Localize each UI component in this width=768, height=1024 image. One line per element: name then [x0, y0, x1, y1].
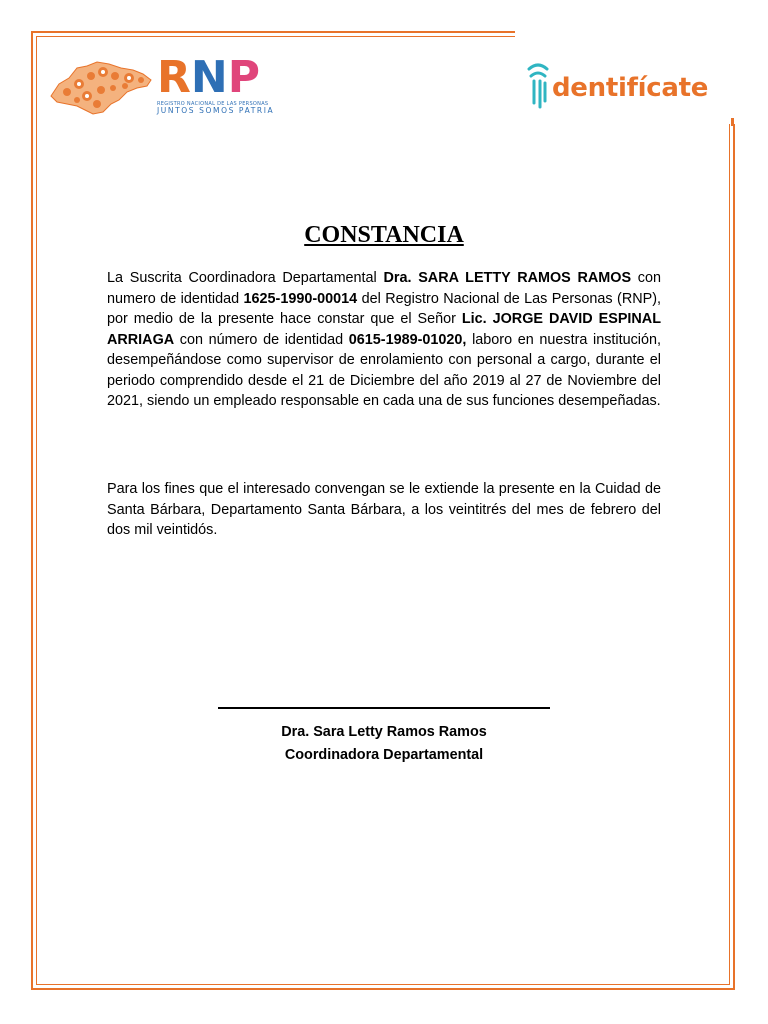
- rnp-letter-p: P: [227, 52, 260, 103]
- fingerprint-icon: [526, 59, 550, 116]
- rnp-letter-n: N: [190, 52, 228, 103]
- body-paragraph-1: [107, 268, 661, 412]
- identificate-logo: [526, 59, 708, 116]
- rnp-logo: [157, 52, 275, 115]
- document-title: CONSTANCIA: [304, 222, 464, 248]
- rnp-logo-tagline-2: JUNTOS SOMOS PATRIA: [157, 106, 275, 115]
- p1-text-4: con número de identidad: [174, 331, 349, 348]
- coordinator-name: Dra. SARA LETTY RAMOS RAMOS: [383, 270, 632, 286]
- p1-text-3: del Registro Nacional de Las Personas (RNP), por medio de la presente hace constar que el Señor: [107, 290, 661, 327]
- identificate-text: dentifícate: [552, 72, 709, 103]
- employee-name: Lic. JORGE DAVID ESPINAL ARRIAGA: [107, 311, 661, 348]
- employee-id-number: 0615-1989-01020,: [348, 331, 467, 348]
- border-corner-mark: [731, 118, 734, 126]
- rnp-logo-letters: [157, 52, 274, 103]
- signatory-name: Dra. Sara Letty Ramos Ramos: [281, 724, 487, 740]
- signatory-role: Coordinadora Departamental: [284, 747, 484, 763]
- p1-text-5: laboro en nuestra institución, desempeñándose como supervisor de enrolamiento con personal a cargo, durante el periodo comprendido desde el 21 de Diciembre del año 2019 al 27 de Noviembre del 2021, siendo un empleado responsable en cada una de sus funciones desempeñadas.: [107, 331, 662, 409]
- coordinator-id-number: 1625-1990-00014: [243, 290, 358, 307]
- rnp-logo-tagline-1: REGISTRO NACIONAL DE LAS PERSONAS: [157, 101, 269, 107]
- p1-text-2: con numero de identidad: [107, 270, 661, 307]
- body-paragraph-2: Para los fines que el interesado convengan se le extiende la presente en la Cuidad de Santa Bárbara, Departamento Santa Bárbara, a los veintitrés del mes de febrero del dos mil veintidós.: [107, 481, 661, 538]
- p1-text-1: La Suscrita Coordinadora Departamental: [107, 270, 384, 286]
- signature-line: [218, 707, 550, 709]
- rnp-letter-r: R: [157, 52, 191, 103]
- honduras-map-icon: [47, 56, 155, 125]
